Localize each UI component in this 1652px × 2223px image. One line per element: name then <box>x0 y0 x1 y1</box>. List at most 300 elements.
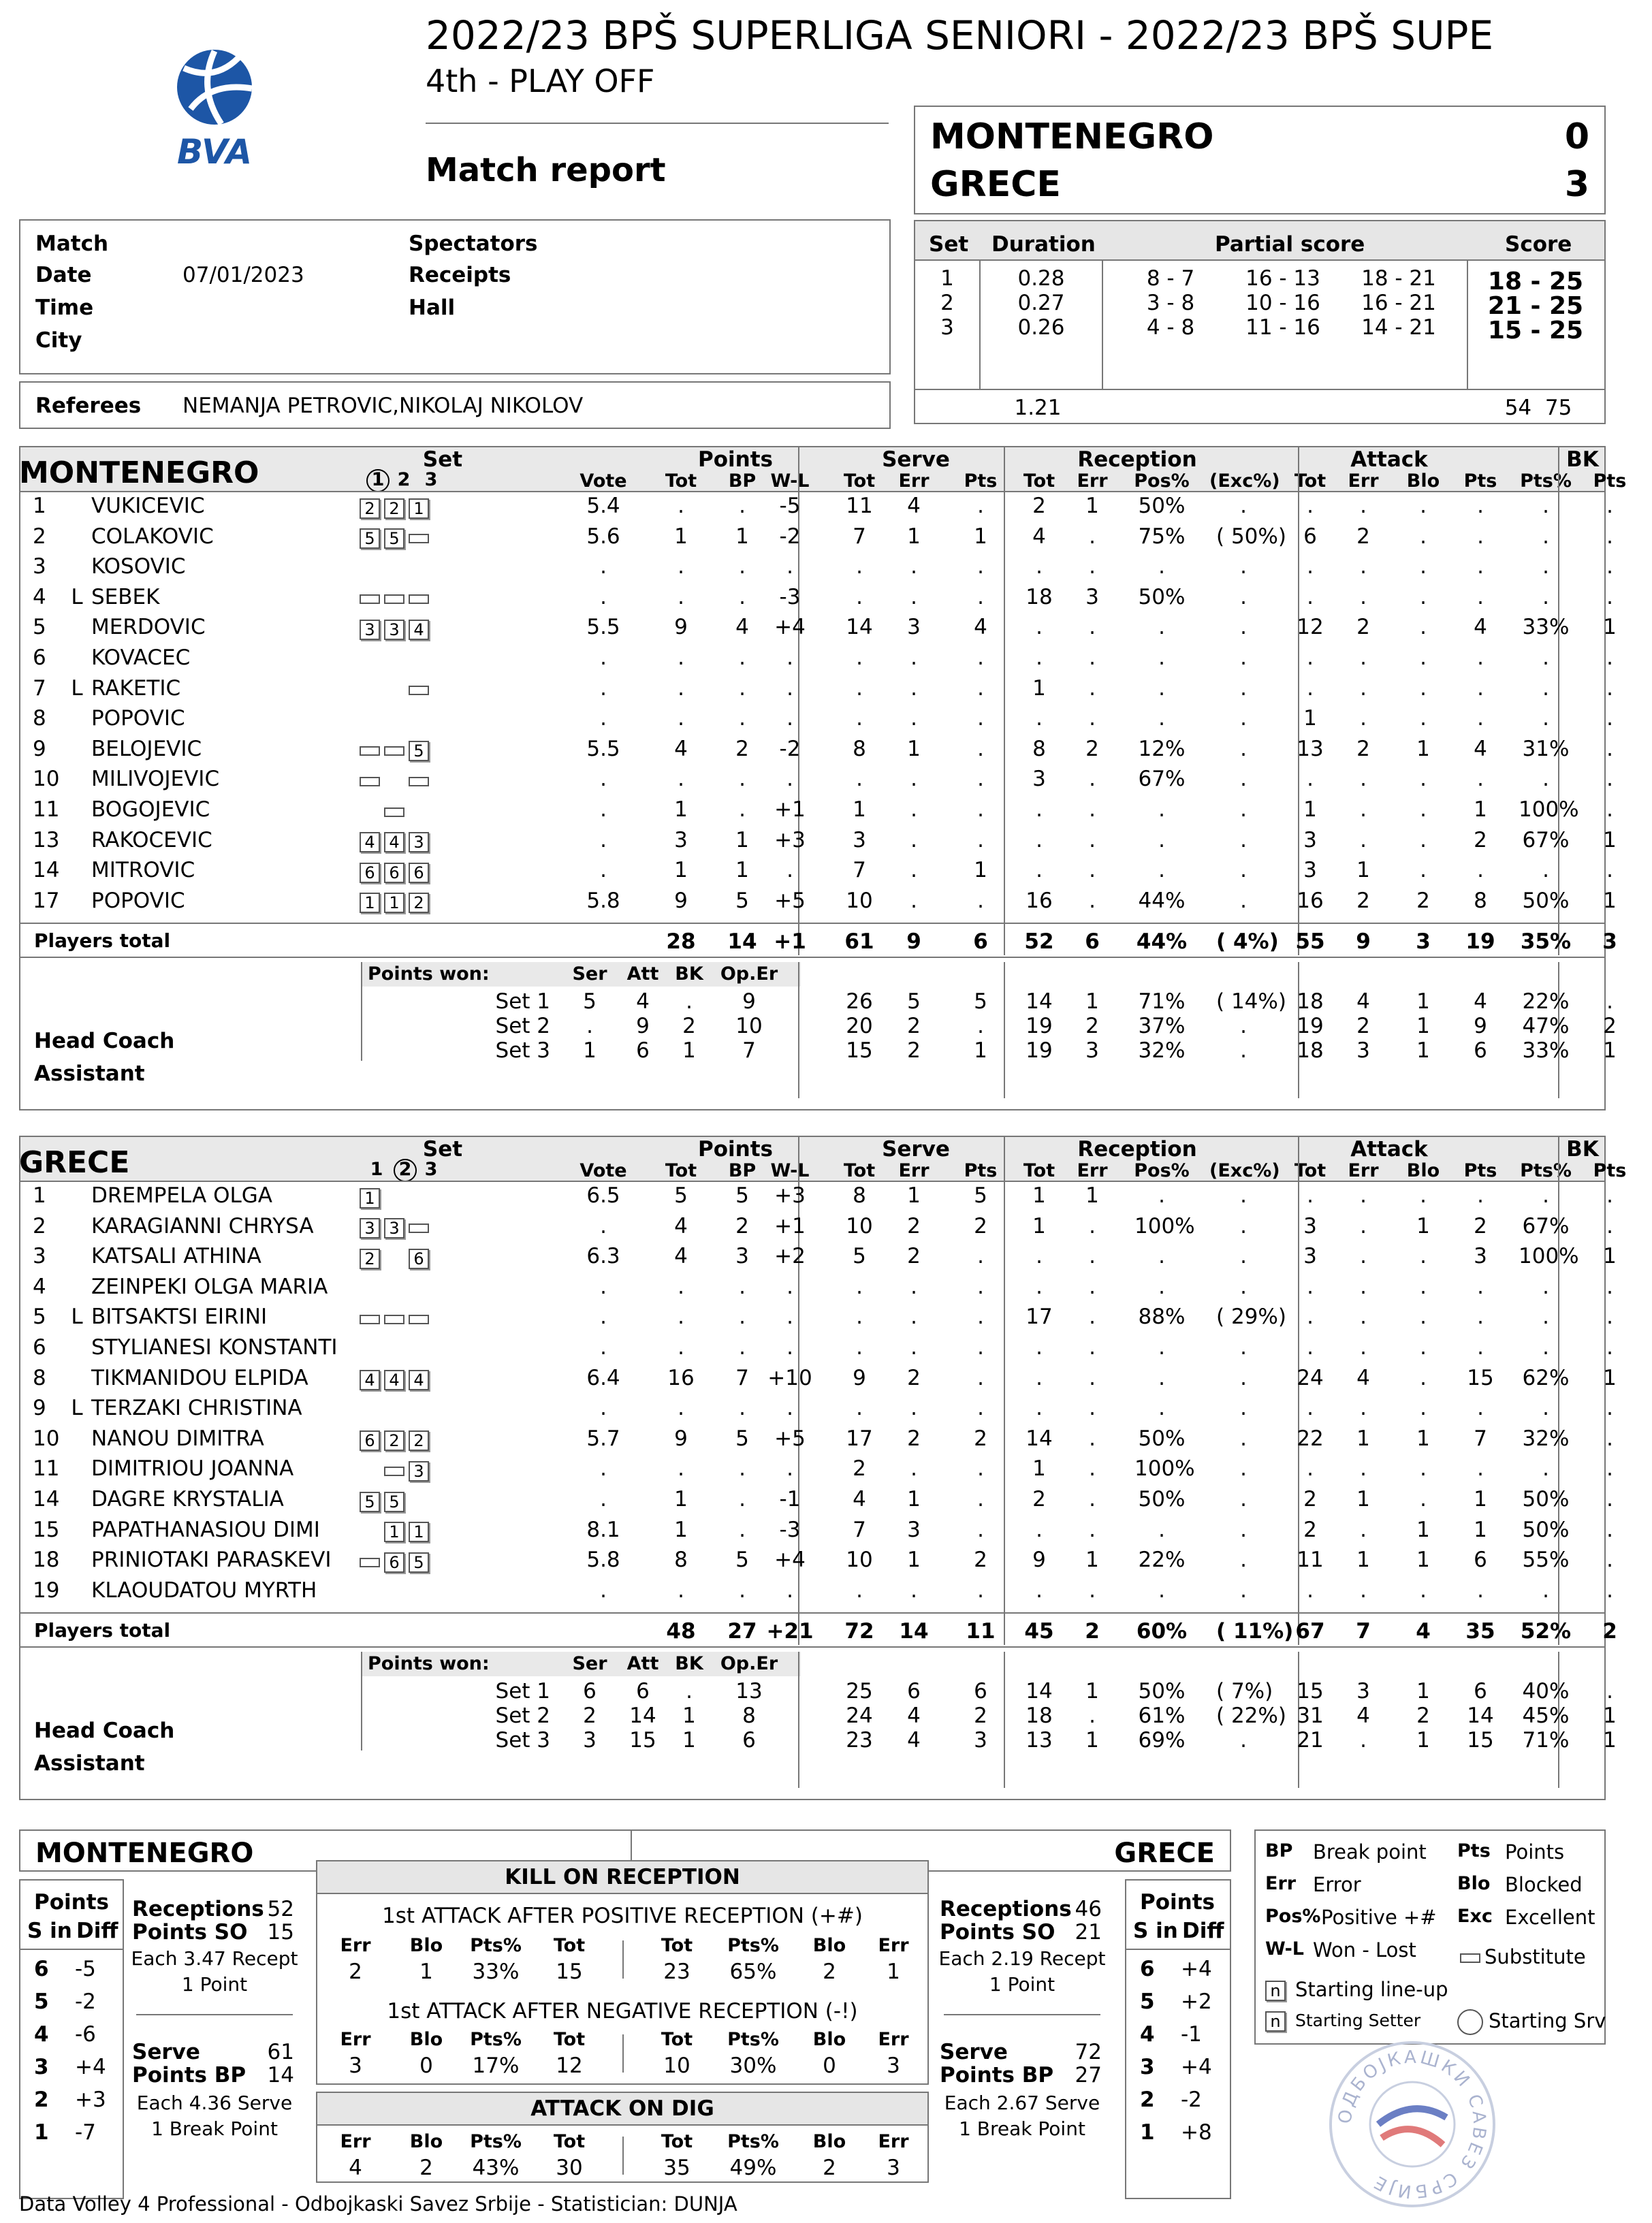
points-won-label: Points won: <box>368 963 490 985</box>
stat-cell: 100% <box>1519 1244 1579 1269</box>
stat-cell: . <box>1089 615 1096 640</box>
rotation-number: 5 <box>34 1989 49 2014</box>
stat-cell: 1 <box>853 797 866 822</box>
stat-cell: . <box>910 706 917 731</box>
stat-cell: . <box>1420 1183 1427 1208</box>
stat-cell: . <box>1158 827 1165 852</box>
player-name: ZEINPEKI OLGA MARIA <box>91 1274 328 1299</box>
stat-cell: . <box>1089 858 1096 883</box>
points-won-cell: 9 <box>636 1014 650 1039</box>
set-stat-cell: 1 <box>1603 1704 1617 1729</box>
stat-cell: . <box>1307 554 1314 579</box>
points-won-label: Points won: <box>368 1653 490 1675</box>
player-number: 2 <box>33 524 46 549</box>
stat-cell: 5.6 <box>586 524 620 549</box>
stat-cell: 1 <box>1356 1426 1370 1451</box>
legend-desc: Points <box>1505 1840 1565 1864</box>
grid-header: Tot <box>661 2029 693 2050</box>
b-serve-label: Serve <box>940 2040 1008 2064</box>
stat-cell: . <box>1360 797 1367 822</box>
rotation-number: 1 <box>1140 2120 1155 2145</box>
stat-cell: 1 <box>974 858 987 883</box>
rotation-diff: +4 <box>75 2055 106 2079</box>
stat-cell: . <box>1158 706 1165 731</box>
stat-cell: 2 <box>1416 888 1430 913</box>
a-rec-value: 52 <box>267 1897 294 1921</box>
stat-cell: 12% <box>1138 736 1186 761</box>
stat-cell: 5.5 <box>586 615 620 640</box>
stat-cell: 10 <box>846 1548 873 1573</box>
set-stat-cell: 14 <box>1026 1679 1053 1704</box>
points-won-cell: 2 <box>682 1014 696 1039</box>
rotation-number: 1 <box>34 2120 49 2145</box>
player-sets <box>360 1337 433 1361</box>
stat-cell: . <box>977 494 984 518</box>
set-stat-cell: ( 7%) <box>1216 1679 1273 1704</box>
grid-value: 1 <box>419 1960 433 1984</box>
stat-cell: . <box>1240 645 1247 670</box>
total-cell: 35% <box>1520 929 1572 955</box>
stat-cell: . <box>1606 494 1613 518</box>
rotation-diff: -2 <box>75 1989 96 2014</box>
player-name: KOSOVIC <box>91 554 186 579</box>
stat-cell: . <box>1360 645 1367 670</box>
stat-cell: 7 <box>853 1517 866 1542</box>
hdr-serve: Serve <box>882 447 950 472</box>
set-number-label: 1 <box>370 1159 383 1180</box>
stat-cell: . <box>1477 1274 1484 1299</box>
stat-cell: 9 <box>674 888 688 913</box>
summary-team-a: MONTENEGRO <box>35 1838 254 1869</box>
col-bp: BP <box>728 470 757 492</box>
stat-cell: . <box>787 858 793 883</box>
stat-cell: . <box>1307 645 1314 670</box>
set-stat-cell: 21 <box>1297 1728 1324 1753</box>
set-stat-cell: 6 <box>1474 1038 1487 1063</box>
set-stat-cell: 4 <box>907 1704 921 1729</box>
grid-header: Blo <box>812 2131 846 2152</box>
player-sets <box>360 1580 433 1604</box>
stat-cell: 13 <box>1297 736 1324 761</box>
stat-cell: . <box>977 584 984 609</box>
scoreboard <box>914 106 1606 214</box>
legend-key: Exc <box>1457 1906 1493 1927</box>
stat-cell: 16 <box>1026 888 1053 913</box>
substitute-icon <box>384 807 404 817</box>
stat-cell: 10 <box>846 1213 873 1238</box>
stat-cell: 11 <box>1297 1548 1324 1573</box>
rotation-number: 3 <box>34 2055 49 2079</box>
starting-position: 2 <box>409 893 429 913</box>
set-stat-cell: 5 <box>907 989 921 1014</box>
legend-key: Pts <box>1457 1840 1491 1861</box>
stat-cell: ( 50%) <box>1216 524 1286 549</box>
stat-cell: 17 <box>1026 1305 1053 1330</box>
col-pts: Pts <box>1593 1160 1627 1181</box>
stat-cell: 1 <box>1474 1487 1487 1512</box>
rotation-diff: -5 <box>75 1957 96 1981</box>
rotation-diff: -6 <box>75 2022 96 2047</box>
player-sets <box>360 677 433 702</box>
stat-cell: . <box>1420 1244 1427 1269</box>
stat-cell: . <box>1542 767 1549 792</box>
starting-position: 4 <box>384 1370 404 1390</box>
starting-position: 3 <box>360 1218 380 1238</box>
set-stat-cell: . <box>977 1014 984 1039</box>
set-row-label: Set 2 <box>495 1704 550 1729</box>
stat-cell: . <box>739 584 746 609</box>
points-won-cell: 6 <box>583 1679 597 1704</box>
stat-cell: 5 <box>853 1244 866 1269</box>
stat-cell: . <box>856 1578 863 1603</box>
stat-cell: . <box>1036 1396 1043 1421</box>
col-exc: (Exc%) <box>1209 470 1280 492</box>
stat-cell: 67% <box>1522 1213 1570 1238</box>
stat-cell: . <box>1360 675 1367 701</box>
set-stat-cell: 2 <box>974 1704 987 1729</box>
hdr-reception: Reception <box>1077 1137 1197 1162</box>
starting-position: 6 <box>409 1249 429 1269</box>
col-tot: Tot <box>665 470 697 492</box>
stat-cell: 62% <box>1522 1365 1570 1390</box>
rotation-diff: +2 <box>1181 1989 1212 2014</box>
starting-position: 2 <box>360 1249 380 1269</box>
stat-cell: . <box>1158 1365 1165 1390</box>
stat-cell: . <box>1542 1335 1549 1360</box>
col-exc: (Exc%) <box>1209 1160 1280 1181</box>
summary-team-b: GRECE <box>1114 1838 1215 1869</box>
stat-cell: 2 <box>1356 524 1370 549</box>
player-sets <box>360 1549 433 1573</box>
player-number: 1 <box>33 494 46 518</box>
set-stat-cell: 3 <box>974 1728 987 1753</box>
player-number: 10 <box>33 1426 60 1451</box>
stat-cell: . <box>977 1578 984 1603</box>
stat-cell: . <box>1360 1183 1367 1208</box>
stat-cell: . <box>1036 827 1043 852</box>
stat-cell: . <box>1240 1365 1247 1390</box>
col-err: Err <box>1348 1160 1379 1181</box>
stat-cell: . <box>1158 675 1165 701</box>
stat-cell: 100% <box>1519 797 1579 822</box>
stat-cell: 1 <box>1603 615 1617 640</box>
stat-cell: 3 <box>1303 1213 1317 1238</box>
stat-cell: . <box>1477 494 1484 518</box>
stat-cell: . <box>977 736 984 761</box>
grid-header: Tot <box>661 1935 693 1956</box>
head-coach-label: Head Coach <box>34 1718 175 1744</box>
stat-cell: 50% <box>1522 1487 1570 1512</box>
rotation-diff: +3 <box>75 2088 106 2112</box>
stat-cell: . <box>1477 706 1484 731</box>
stat-cell: . <box>977 1305 984 1330</box>
points-won-cell: 7 <box>742 1038 756 1063</box>
total-cell: ( 4%) <box>1216 929 1279 955</box>
stat-cell: -3 <box>779 584 801 609</box>
stat-cell: 1 <box>1085 1183 1099 1208</box>
player-name: SEBEK <box>91 584 160 609</box>
stat-cell: . <box>1240 494 1247 518</box>
stat-cell: . <box>1606 675 1613 701</box>
set-stat-cell: 6 <box>907 1679 921 1704</box>
pw-bk2: BK <box>675 963 703 985</box>
player-name: MILIVOJEVIC <box>91 767 220 792</box>
player-name: TIKMANIDOU ELPIDA <box>91 1365 308 1390</box>
stat-cell: . <box>678 645 684 670</box>
partial-3: 14 - 21 <box>1361 315 1436 340</box>
player-number: 2 <box>33 1213 46 1238</box>
stat-cell: +5 <box>774 1426 806 1451</box>
player-number: 14 <box>33 1487 60 1512</box>
stat-cell: 3 <box>1303 858 1317 883</box>
total-cell: 14 <box>899 1619 929 1644</box>
stat-cell: 16 <box>1297 888 1324 913</box>
grid-header: Pts% <box>727 2029 779 2050</box>
kor-title: KILL ON RECEPTION <box>317 1861 927 1893</box>
kill-on-reception <box>316 1860 929 2085</box>
player-number: 8 <box>33 1365 46 1390</box>
grid-header: Pts% <box>470 2029 522 2050</box>
stat-cell: . <box>739 645 746 670</box>
stat-cell: 1 <box>974 524 987 549</box>
total-cell: 45 <box>1024 1619 1054 1644</box>
page-subtitle: 4th - PLAY OFF <box>426 63 655 99</box>
stat-cell: . <box>1420 615 1427 640</box>
stat-cell: 67% <box>1522 827 1570 852</box>
player-sets <box>360 495 433 519</box>
points-won-cell: 6 <box>636 1679 650 1704</box>
rotation-diff: +4 <box>1181 2055 1212 2079</box>
starting-position: 5 <box>409 1552 429 1573</box>
stat-cell: . <box>1036 706 1043 731</box>
player-number: 10 <box>33 767 60 792</box>
stat-cell: . <box>1158 1335 1165 1360</box>
player-sets <box>360 556 433 580</box>
stat-cell: . <box>1307 1274 1314 1299</box>
rotation-diff: -7 <box>75 2120 96 2145</box>
starting-position: 1 <box>360 1188 380 1209</box>
stat-cell: . <box>910 554 917 579</box>
substitute-icon <box>360 777 380 786</box>
stat-cell: . <box>1089 524 1096 549</box>
col-pos: Pos% <box>1134 1160 1190 1181</box>
rotation-number: 2 <box>34 2088 49 2112</box>
col-pos: Pos% <box>1134 470 1190 492</box>
stat-cell: . <box>856 1305 863 1330</box>
stat-cell: . <box>1542 645 1549 670</box>
starting-position: 4 <box>360 832 380 852</box>
stat-cell: +5 <box>774 888 806 913</box>
starting-position: 5 <box>409 741 429 761</box>
stat-cell: . <box>856 554 863 579</box>
stat-cell: . <box>856 767 863 792</box>
points-won-cell: 6 <box>742 1728 756 1753</box>
stat-cell: . <box>1158 1183 1165 1208</box>
grid-value: 65% <box>729 1960 777 1984</box>
starting-position: 4 <box>409 1370 429 1390</box>
points-won-cell: 15 <box>629 1728 656 1753</box>
stat-cell: . <box>1240 888 1247 913</box>
stat-cell: . <box>1036 1517 1043 1542</box>
stat-cell: 1 <box>1416 1213 1430 1238</box>
starting-position: 3 <box>409 1461 429 1482</box>
stat-cell: . <box>678 1274 684 1299</box>
legend-starting-setter: Starting Setter <box>1295 2011 1421 2030</box>
divider <box>19 923 1606 924</box>
starting-position: 1 <box>409 498 429 519</box>
stat-cell: +1 <box>774 797 806 822</box>
stat-cell: 1 <box>1416 1517 1430 1542</box>
stat-cell: . <box>1307 1578 1314 1603</box>
stat-cell: . <box>910 858 917 883</box>
logo-text: BVA <box>176 132 253 172</box>
stat-cell: 5.7 <box>586 1426 620 1451</box>
libero-mark: L <box>71 1305 83 1330</box>
grid-header: Tot <box>553 2029 586 2050</box>
player-number: 18 <box>33 1548 60 1573</box>
grid-value: 4 <box>349 2156 362 2180</box>
set-stat-cell: . <box>1606 989 1613 1014</box>
stat-cell: . <box>1477 584 1484 609</box>
match-info <box>19 219 891 374</box>
stat-cell: 2 <box>907 1365 921 1390</box>
set-stat-cell: . <box>1606 1679 1613 1704</box>
stat-cell: . <box>1240 1244 1247 1269</box>
player-number: 5 <box>33 615 46 640</box>
grid-header: Blo <box>409 2131 443 2152</box>
total-cell: 9 <box>906 929 921 955</box>
diff-label: Diff <box>76 1919 118 1943</box>
set-stat-cell: 18 <box>1026 1704 1053 1729</box>
stat-cell: . <box>1360 554 1367 579</box>
legend-desc: Won - Lost <box>1313 1938 1416 1962</box>
separator <box>361 1652 362 1750</box>
stat-cell: 1 <box>735 858 749 883</box>
set-stat-cell: 23 <box>846 1728 873 1753</box>
stat-cell: 2 <box>1474 1213 1487 1238</box>
stat-cell: -2 <box>779 736 801 761</box>
stat-cell: 5 <box>735 1183 749 1208</box>
player-number: 19 <box>33 1578 60 1603</box>
stat-cell: 2 <box>1303 1487 1317 1512</box>
total-cell: 60% <box>1136 1619 1188 1644</box>
stat-cell: . <box>1089 675 1096 701</box>
stat-cell: . <box>1420 554 1427 579</box>
player-sets <box>360 1397 433 1422</box>
stat-cell: . <box>977 767 984 792</box>
total-cell: 27 <box>727 1619 757 1644</box>
stat-cell: . <box>1420 675 1427 701</box>
substitute-icon <box>384 594 404 604</box>
stat-cell: . <box>1089 888 1096 913</box>
stat-cell: . <box>1360 1578 1367 1603</box>
player-sets <box>360 1185 433 1209</box>
stat-cell: 1 <box>1303 797 1317 822</box>
points-won-cell: 13 <box>735 1679 763 1704</box>
grid-value: 17% <box>472 2053 520 2078</box>
stat-cell: . <box>1477 554 1484 579</box>
total-cell: 55 <box>1295 929 1325 955</box>
stat-cell: . <box>600 1396 607 1421</box>
player-sets <box>360 799 433 823</box>
stat-cell: . <box>1542 1578 1549 1603</box>
stat-cell: . <box>1606 1305 1613 1330</box>
grid-value: 23 <box>663 1960 690 1984</box>
stat-cell: 1 <box>1303 706 1317 731</box>
col-tot: Tot <box>843 470 876 492</box>
a-rec-label: Receptions <box>132 1897 264 1921</box>
player-sets <box>360 859 433 884</box>
set-number-label: 2 <box>397 469 411 490</box>
set-stat-cell: 14 <box>1467 1704 1494 1729</box>
starting-position: 2 <box>384 1430 404 1451</box>
stat-cell: . <box>600 1305 607 1330</box>
stat-cell: . <box>1240 797 1247 822</box>
pw-ser: Ser <box>572 963 607 985</box>
player-number: 4 <box>33 584 46 609</box>
a-pbp-value: 14 <box>267 2063 294 2088</box>
grid-value: 3 <box>887 2053 900 2078</box>
player-sets <box>360 1276 433 1300</box>
date-value: 07/01/2023 <box>182 263 304 287</box>
player-sets <box>360 1519 433 1544</box>
stat-cell: . <box>1240 615 1247 640</box>
total-cell: 3 <box>1416 929 1431 955</box>
stat-cell: 1 <box>1085 494 1099 518</box>
stat-cell: . <box>1360 584 1367 609</box>
starting-position: 3 <box>360 620 380 640</box>
partial-1: 4 - 8 <box>1146 315 1195 340</box>
player-sets <box>360 586 433 611</box>
a-each-serve: Each 4.36 Serve <box>136 2092 293 2114</box>
a-serve-value: 61 <box>267 2040 294 2064</box>
stat-cell: 9 <box>1032 1548 1046 1573</box>
stat-cell: 17 <box>846 1426 873 1451</box>
b-rec-value: 46 <box>1075 1897 1102 1921</box>
b-pso-label: Points SO <box>940 1920 1055 1945</box>
stat-cell: . <box>1089 1244 1096 1269</box>
report-label: Match report <box>426 151 666 189</box>
team_a-name: MONTENEGRO <box>19 455 259 490</box>
stat-cell: 55% <box>1522 1548 1570 1573</box>
player-name: RAKETIC <box>91 675 181 701</box>
player-sets <box>360 738 433 763</box>
stat-cell: . <box>1240 1274 1247 1299</box>
player-sets <box>360 526 433 550</box>
substitute-icon <box>360 594 380 604</box>
points-won-cell: 3 <box>583 1728 597 1753</box>
col-blo: Blo <box>1406 470 1440 492</box>
starting-position: 5 <box>384 528 404 549</box>
total-cell: +1 <box>774 929 806 955</box>
player-sets <box>360 707 433 732</box>
svg-text:ОДБОЈКАШКИ САВЕЗ СРБИЈЕ <box>1335 2047 1489 2202</box>
total-cell: 52% <box>1520 1619 1572 1644</box>
legend-key: Err <box>1265 1873 1297 1894</box>
col-ptsp: Pts% <box>1520 470 1572 492</box>
total-cell: 2 <box>1085 1619 1100 1644</box>
stat-cell: . <box>977 1517 984 1542</box>
set-number-label: 3 <box>424 1159 438 1180</box>
partial-3: 16 - 21 <box>1361 291 1436 315</box>
stat-cell: 6.3 <box>586 1244 620 1269</box>
stat-cell: 8.1 <box>586 1517 620 1542</box>
stat-cell: . <box>1477 1456 1484 1482</box>
a-one-point: 1 Point <box>181 1973 248 1996</box>
stat-cell: . <box>1477 858 1484 883</box>
stat-cell: . <box>787 645 793 670</box>
stat-cell: . <box>1089 645 1096 670</box>
